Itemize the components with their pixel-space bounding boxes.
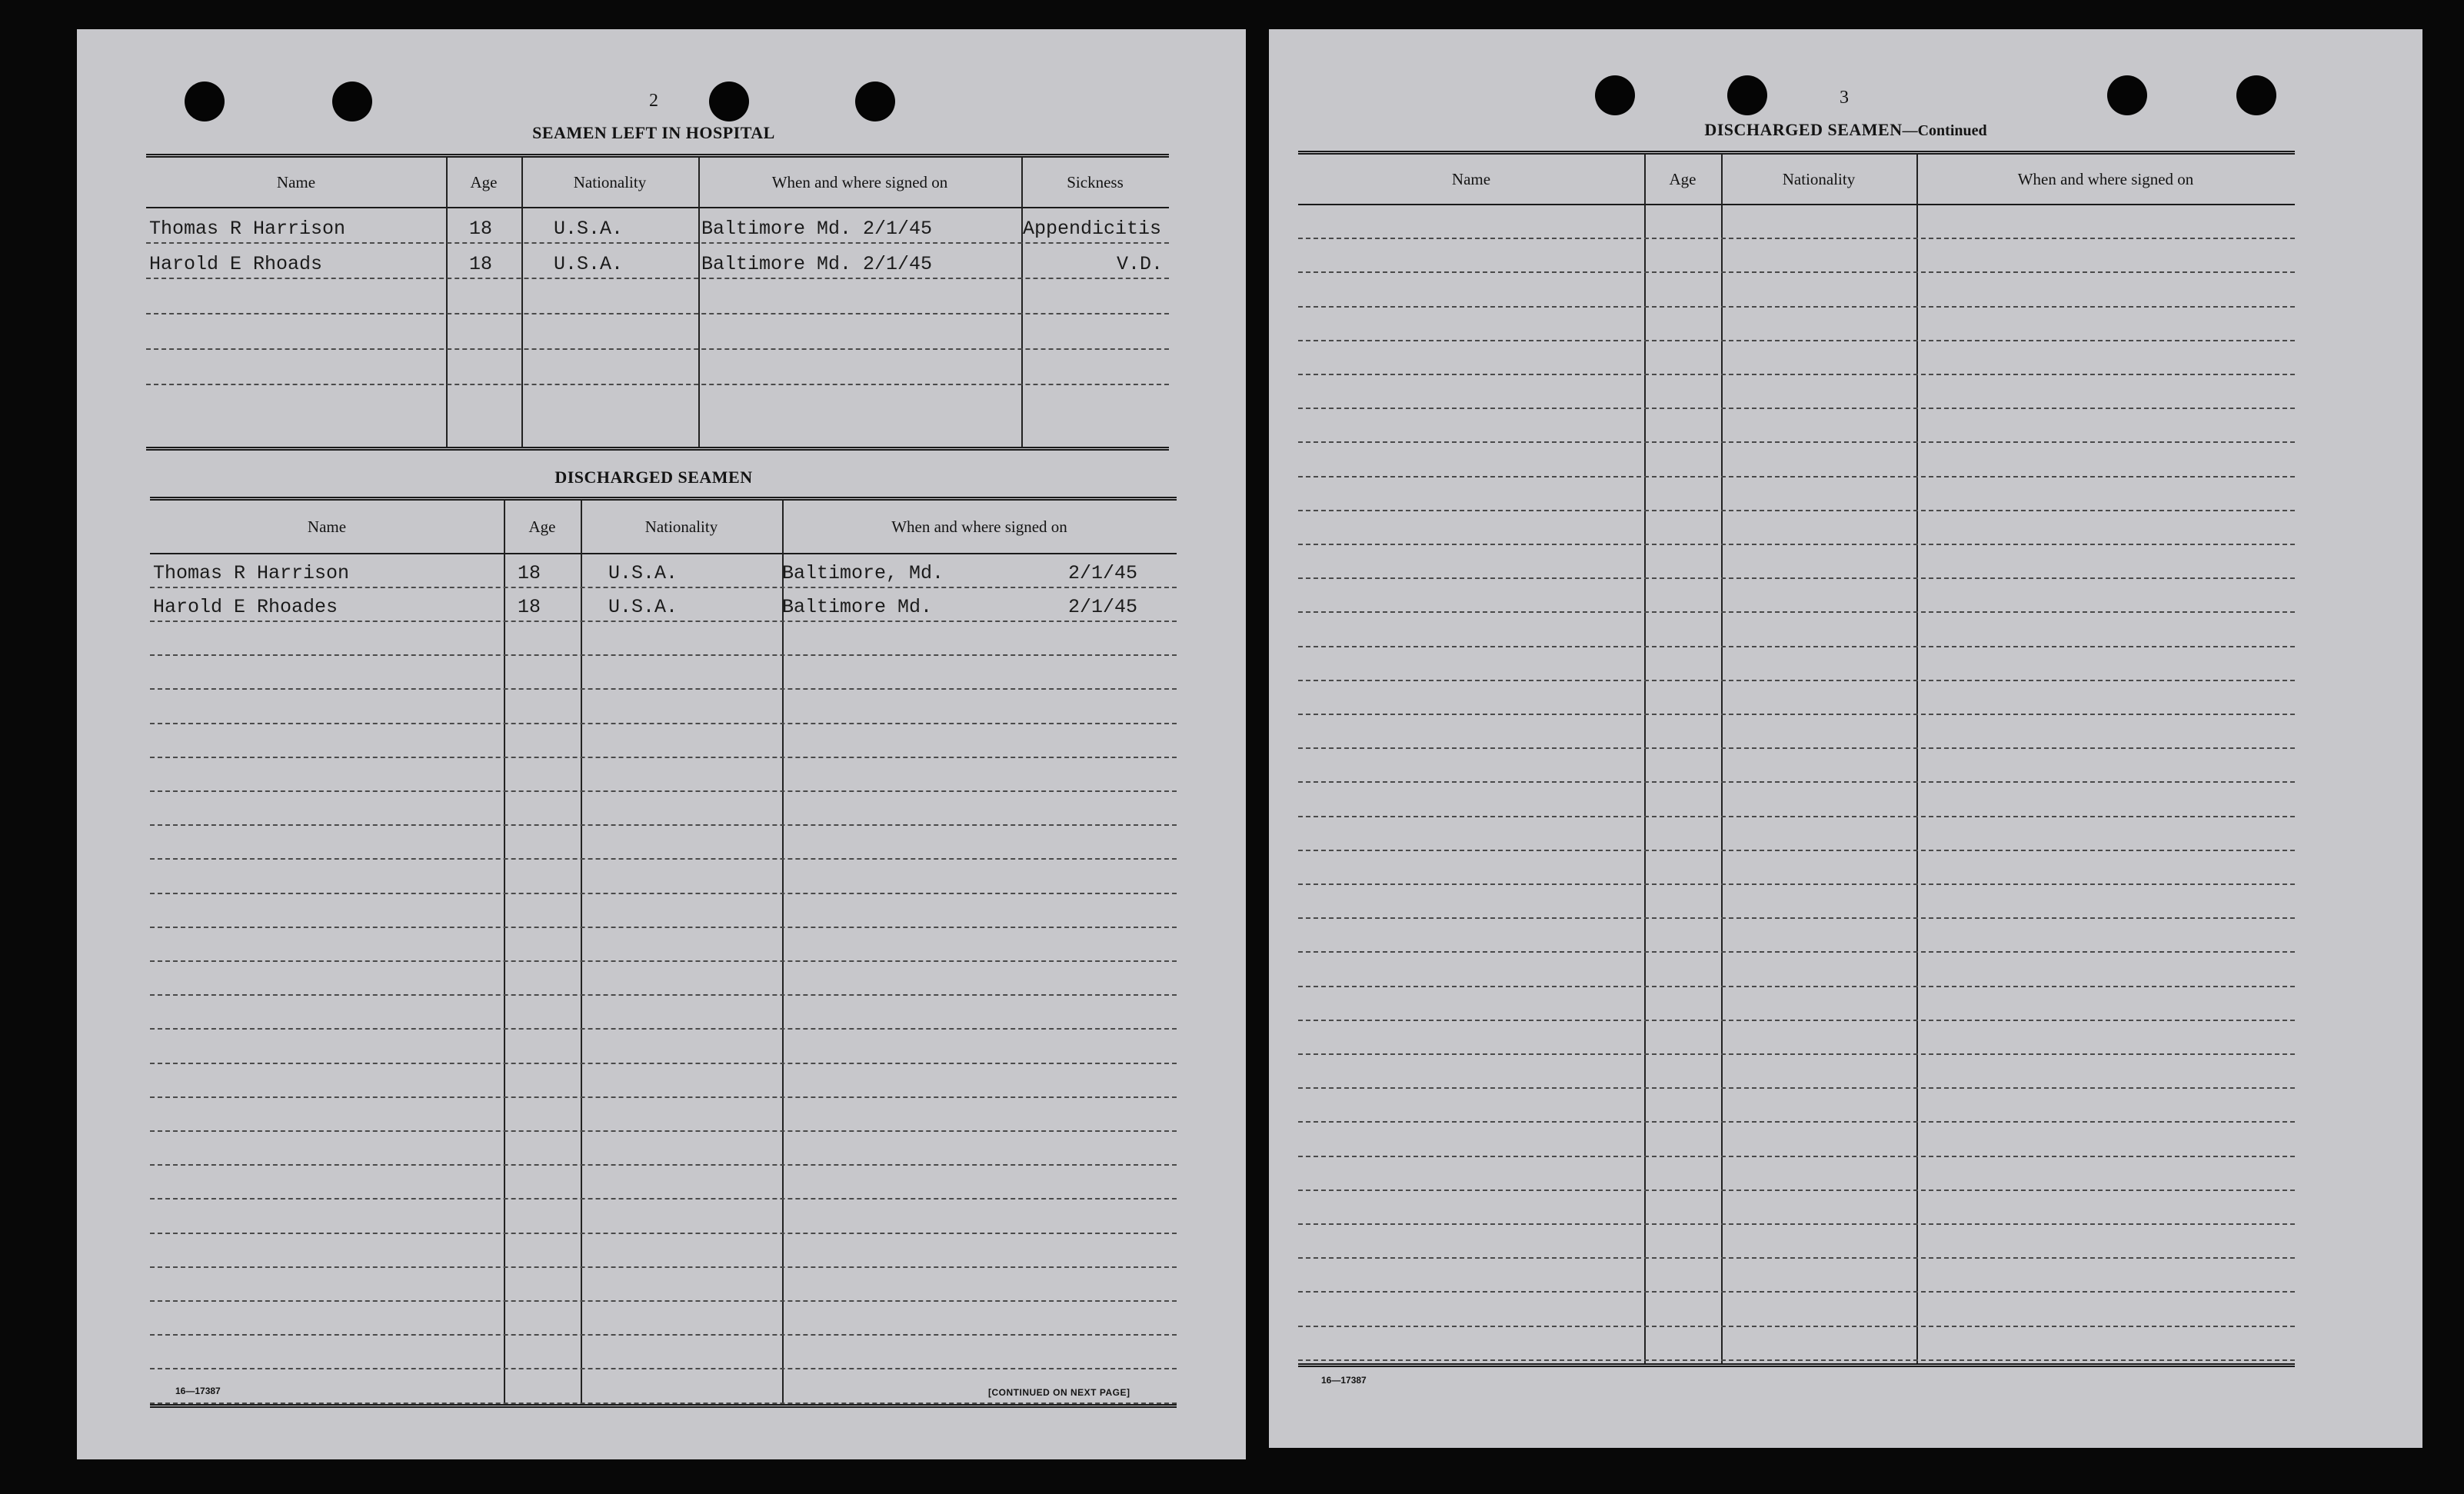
left-page [77, 29, 1246, 1459]
table-row [1298, 271, 2295, 307]
col-header-sickness: Sickness [1067, 172, 1124, 191]
discharged-section-title: DISCHARGED SEAMEN [554, 467, 753, 487]
table-row [146, 242, 1169, 279]
table-row [1298, 238, 2295, 273]
table-row [1298, 408, 2295, 443]
table-row [1298, 1291, 2295, 1326]
name-cell: Harold E Rhoads [149, 253, 323, 275]
table-row [1298, 1223, 2295, 1259]
table-row [150, 1096, 1177, 1132]
table-row [150, 1130, 1177, 1166]
table-row [1298, 611, 2295, 647]
col-header-signed-on: When and where signed on [2017, 169, 2194, 188]
table-row [1298, 917, 2295, 953]
table-row [1298, 340, 2295, 375]
table-row [150, 960, 1177, 996]
table-row [150, 1368, 1177, 1403]
table-row [1298, 646, 2295, 681]
table-row [1298, 1190, 2295, 1225]
punch-hole [2236, 75, 2276, 115]
nationality-cell: U.S.A. [554, 218, 624, 240]
discharged-table [150, 497, 1177, 1408]
table-row [150, 587, 1177, 622]
signed-on-cell: Baltimore Md. 2/1/45 [701, 253, 933, 275]
table-row [146, 313, 1169, 350]
punch-hole [855, 82, 895, 121]
table-row [1298, 1156, 2295, 1191]
table-row [1298, 204, 2295, 239]
table-row [1298, 1087, 2295, 1123]
discharged-continued-title [1638, 120, 2053, 140]
discharged-continued-title-suffix: —Continued [1902, 122, 1987, 139]
table-row [1298, 986, 2295, 1021]
age-cell: 18 [469, 253, 493, 275]
punch-hole [332, 82, 372, 121]
age-cell: 18 [469, 218, 493, 240]
table-row [1298, 1121, 2295, 1156]
form-number: 16—17387 [1321, 1375, 1367, 1386]
table-row [1298, 374, 2295, 409]
table-row [1298, 544, 2295, 579]
table-row [150, 1164, 1177, 1200]
punch-hole [2107, 75, 2147, 115]
table-row [1298, 306, 2295, 341]
table-row [1298, 1257, 2295, 1293]
name-cell: Thomas R Harrison [153, 562, 350, 584]
punch-hole [1595, 75, 1635, 115]
continued-note: [CONTINUED ON NEXT PAGE] [988, 1387, 1130, 1398]
table-row [1298, 1326, 2295, 1361]
col-header-signed-on: When and where signed on [771, 172, 948, 191]
table-row [150, 1198, 1177, 1233]
table-row [1298, 816, 2295, 851]
age-cell: 18 [518, 562, 541, 584]
page-number: 2 [649, 91, 658, 111]
table-row [1298, 1053, 2295, 1089]
table-row [1298, 1020, 2295, 1055]
discharged-continued-title-main: DISCHARGED SEAMEN [1704, 120, 1903, 139]
table-row [150, 858, 1177, 893]
table-row [150, 621, 1177, 656]
form-number: 16—17387 [175, 1386, 221, 1396]
signed-on-date-cell: 2/1/45 [1068, 562, 1138, 584]
table-row [1298, 714, 2295, 749]
table-row [1298, 951, 2295, 987]
name-cell: Thomas R Harrison [149, 218, 346, 240]
table-row [150, 1063, 1177, 1098]
page-number: 3 [1840, 88, 1849, 108]
table-row [150, 824, 1177, 860]
table-row [1298, 441, 2295, 477]
table-row [1298, 680, 2295, 715]
table-row [1298, 850, 2295, 885]
table-row [1298, 883, 2295, 919]
table-row [1298, 781, 2295, 817]
right-page [1269, 29, 2422, 1448]
col-header-name: Name [307, 517, 347, 536]
table-row [150, 893, 1177, 928]
punch-hole [185, 82, 225, 121]
table-row [146, 348, 1169, 385]
signed-on-place-cell: Baltimore, Md. [782, 562, 944, 584]
signed-on-place-cell: Baltimore Md. [782, 596, 933, 618]
col-header-signed-on: When and where signed on [891, 517, 1067, 536]
nationality-cell: U.S.A. [554, 253, 624, 275]
table-row [150, 1233, 1177, 1268]
col-header-nationality: Nationality [644, 517, 718, 536]
col-header-nationality: Nationality [1782, 169, 1856, 188]
col-header-name: Name [276, 172, 316, 191]
table-row [150, 654, 1177, 690]
table-row [1298, 510, 2295, 545]
hospital-section-title: SEAMEN LEFT IN HOSPITAL [532, 123, 775, 142]
hospital-table [146, 154, 1169, 454]
table-row [146, 207, 1169, 244]
table-row [150, 927, 1177, 962]
nationality-cell: U.S.A. [608, 562, 678, 584]
sickness-cell: V.D. [1117, 253, 1164, 275]
signed-on-date-cell: 2/1/45 [1068, 596, 1138, 618]
table-row [150, 553, 1177, 588]
table-row [150, 1334, 1177, 1369]
discharged-continued-table [1298, 151, 2295, 1369]
age-cell: 18 [518, 596, 541, 618]
col-header-age: Age [470, 172, 498, 191]
table-row [150, 1028, 1177, 1063]
table-row [150, 1266, 1177, 1302]
nationality-cell: U.S.A. [608, 596, 678, 618]
col-header-name: Name [1451, 169, 1491, 188]
table-row [1298, 747, 2295, 783]
sickness-cell: Appendicitis [1023, 218, 1162, 240]
table-row [150, 994, 1177, 1030]
signed-on-cell: Baltimore Md. 2/1/45 [701, 218, 933, 240]
table-row [150, 723, 1177, 758]
col-header-age: Age [528, 517, 556, 536]
punch-hole [1727, 75, 1767, 115]
col-header-nationality: Nationality [573, 172, 647, 191]
table-row [146, 278, 1169, 314]
table-row [150, 688, 1177, 724]
name-cell: Harold E Rhoades [153, 596, 338, 618]
col-header-age: Age [1669, 169, 1696, 188]
table-row [1298, 577, 2295, 613]
table-row [1298, 476, 2295, 511]
table-row [150, 1300, 1177, 1336]
punch-hole [709, 82, 749, 121]
table-row [150, 757, 1177, 792]
table-row [150, 790, 1177, 826]
